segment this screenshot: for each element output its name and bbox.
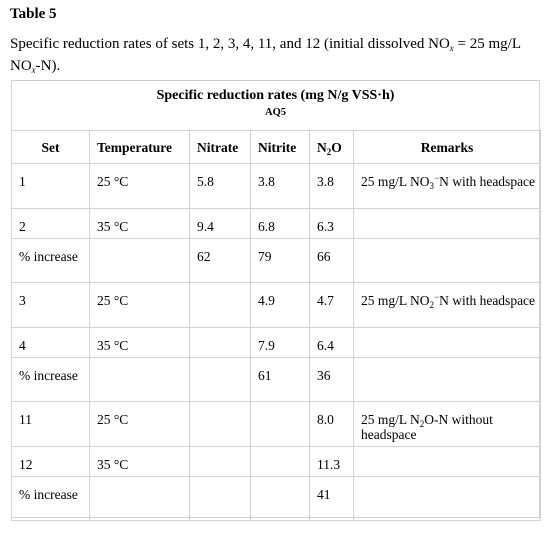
- cell-nitrite: 3.8: [251, 164, 310, 209]
- cell-nitrite: [251, 447, 310, 477]
- remarks-text-pre: 25 mg/L N: [361, 412, 420, 427]
- table-row: [12, 358, 541, 402]
- column-header-temperature: Temperature: [90, 131, 190, 164]
- cell-n2o: 66: [310, 239, 354, 283]
- cell-n2o: 11.3: [310, 447, 354, 477]
- spanner-query-tag: AQ5: [265, 107, 286, 118]
- cell-set: 4: [12, 328, 90, 358]
- cell-temperature: 25 °C: [90, 402, 190, 447]
- cell-nitrate: [190, 358, 251, 402]
- cell-nitrite: 4.9: [251, 283, 310, 328]
- table-row: [12, 239, 541, 283]
- column-header-row: [12, 131, 541, 164]
- cell-remarks: [354, 447, 541, 477]
- cell-nitrate: 5.8: [190, 164, 251, 209]
- cell-n2o: 4.7: [310, 283, 354, 328]
- caption-text-3: -N).: [35, 58, 61, 74]
- table-row: [12, 402, 541, 447]
- cell-set: 2: [12, 209, 90, 239]
- table-label: Table 5: [10, 6, 57, 22]
- cell-temperature: 35 °C: [90, 328, 190, 358]
- cell-remarks: [354, 402, 541, 447]
- cell-nitrite: 79: [251, 239, 310, 283]
- remarks-text-post: N with headspace: [439, 293, 536, 308]
- cell-set: 3: [12, 283, 90, 328]
- cell-remarks: [354, 358, 541, 402]
- caption-text-1: Specific reduction rates of sets 1, 2, 3, 4, 11, and 12 (initial dissolved NO: [10, 36, 450, 52]
- cell-nitrite: 7.9: [251, 328, 310, 358]
- remarks-superscript: −: [434, 292, 440, 302]
- cell-temperature: 35 °C: [90, 447, 190, 477]
- remarks-text-post: N with headspace: [439, 174, 536, 189]
- table-row: [12, 447, 541, 477]
- cell-set: % increase: [12, 358, 90, 402]
- remarks-subscript: 2: [429, 300, 434, 310]
- table-row: [12, 209, 541, 239]
- n2o-header-post: O: [331, 139, 342, 155]
- remarks-text-post: O-N without headspace: [361, 412, 493, 442]
- cell-set: 12: [12, 447, 90, 477]
- table-row: [12, 283, 541, 328]
- cell-n2o: 8.0: [310, 402, 354, 447]
- cell-remarks: [354, 477, 541, 521]
- remarks-text-pre: 25 mg/L NO: [361, 293, 430, 308]
- table-row: [12, 477, 541, 521]
- column-header-set: Set: [12, 131, 90, 164]
- cell-temperature: 35 °C: [90, 209, 190, 239]
- spanner-heading: Specific reduction rates (mg N/g VSS·h): [156, 88, 395, 103]
- cell-remarks: [354, 209, 541, 239]
- cell-remarks: [354, 164, 541, 209]
- cell-temperature: 25 °C: [90, 164, 190, 209]
- cell-nitrate: 62: [190, 239, 251, 283]
- caption-text-2: = 25 mg/L NO: [10, 36, 521, 74]
- cell-n2o: 6.4: [310, 328, 354, 358]
- data-table: [11, 130, 541, 521]
- cell-set: % increase: [12, 239, 90, 283]
- n2o-header-sub: 2: [326, 146, 332, 157]
- cell-temperature: [90, 358, 190, 402]
- cell-nitrite: [251, 477, 310, 521]
- cell-remarks: [354, 239, 541, 283]
- cell-temperature: [90, 477, 190, 521]
- cell-temperature: 25 °C: [90, 283, 190, 328]
- caption-subscript-2: x: [31, 65, 36, 75]
- table-caption: [10, 33, 550, 77]
- cell-n2o: 3.8: [310, 164, 354, 209]
- column-header-n2o: [310, 131, 354, 164]
- cell-nitrate: [190, 477, 251, 521]
- cell-n2o: 41: [310, 477, 354, 521]
- cell-nitrite: 6.8: [251, 209, 310, 239]
- cell-nitrate: [190, 447, 251, 477]
- cell-nitrate: 9.4: [190, 209, 251, 239]
- table-row: [12, 164, 541, 209]
- column-header-nitrite: Nitrite: [251, 131, 310, 164]
- cell-set: 1: [12, 164, 90, 209]
- cell-set: % increase: [12, 477, 90, 521]
- cell-temperature: [90, 239, 190, 283]
- remarks-superscript: −: [434, 173, 440, 183]
- table-row: [12, 328, 541, 358]
- column-header-nitrate: Nitrate: [190, 131, 251, 164]
- remarks-text-pre: 25 mg/L NO: [361, 174, 430, 189]
- remarks-subscript: 2: [419, 419, 425, 429]
- cell-nitrate: [190, 328, 251, 358]
- cell-nitrate: [190, 402, 251, 447]
- n2o-header-pre: N: [317, 139, 327, 155]
- cell-remarks: [354, 328, 541, 358]
- column-header-remarks: Remarks: [354, 131, 541, 164]
- cell-n2o: 6.3: [310, 209, 354, 239]
- cell-nitrate: [190, 283, 251, 328]
- cell-nitrite: [251, 402, 310, 447]
- remarks-subscript: 3: [429, 181, 434, 191]
- cell-set: 11: [12, 402, 90, 447]
- cell-n2o: 36: [310, 358, 354, 402]
- caption-subscript-1: x: [449, 43, 454, 53]
- cell-nitrite: 61: [251, 358, 310, 402]
- cell-remarks: [354, 283, 541, 328]
